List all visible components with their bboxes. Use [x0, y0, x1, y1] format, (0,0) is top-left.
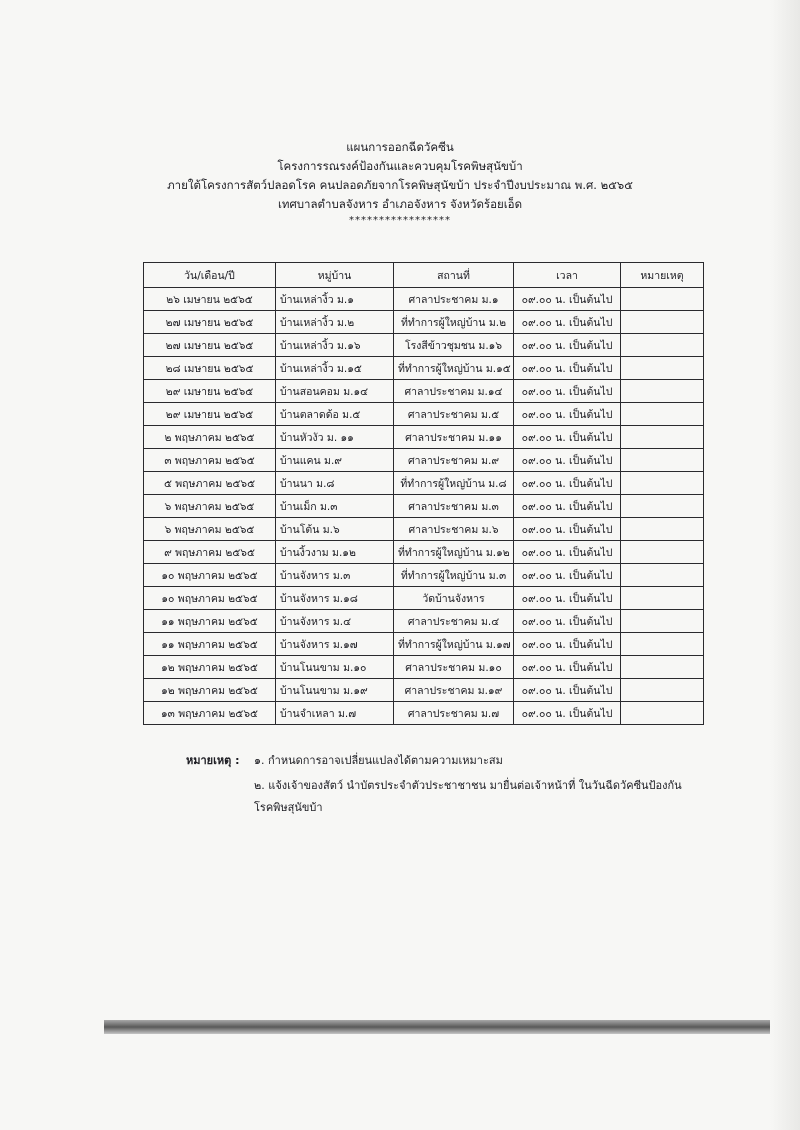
cell-date: ๒๗ เมษายน ๒๕๖๕	[144, 311, 276, 334]
cell-date: ๓ พฤษภาคม ๒๕๖๕	[144, 449, 276, 472]
cell-village: บ้านจังหาร ม.๓	[276, 564, 394, 587]
cell-time: ๐๙.๐๐ น. เป็นต้นไป	[514, 495, 621, 518]
cell-village: บ้านโนนขาม ม.๑๙	[276, 679, 394, 702]
cell-time: ๐๙.๐๐ น. เป็นต้นไป	[514, 472, 621, 495]
cell-date: ๙ พฤษภาคม ๒๕๖๕	[144, 541, 276, 564]
table-row	[144, 472, 704, 495]
cell-village: บ้านเหล่างิ้ว ม.๑๕	[276, 357, 394, 380]
cell-date: ๖ พฤษภาคม ๒๕๖๕	[144, 495, 276, 518]
cell-village: บ้านสอนคอม ม.๑๔	[276, 380, 394, 403]
cell-date: ๑๓ พฤษภาคม ๒๕๖๕	[144, 702, 276, 725]
cell-date: ๑๑ พฤษภาคม ๒๕๖๕	[144, 633, 276, 656]
cell-place: วัดบ้านจังหาร	[394, 587, 514, 610]
cell-time: ๐๙.๐๐ น. เป็นต้นไป	[514, 656, 621, 679]
table-row	[144, 541, 704, 564]
cell-village: บ้านเม็ก ม.๓	[276, 495, 394, 518]
table-row	[144, 702, 704, 725]
cell-date: ๑๐ พฤษภาคม ๒๕๖๕	[144, 587, 276, 610]
cell-village: บ้านตลาดด้อ ม.๕	[276, 403, 394, 426]
table-row	[144, 633, 704, 656]
cell-date: ๕ พฤษภาคม ๒๕๖๕	[144, 472, 276, 495]
program-line: ภายใต้โครงการสัตว์ปลอดโรค คนปลอดภัยจากโรคพิษสุนัขบ้า ประจำปีงบประมาณ พ.ศ. ๒๕๖๕	[167, 178, 633, 192]
cell-place: ที่ทำการผู้ใหญ่บ้าน ม.๒	[394, 311, 514, 334]
table-row	[144, 495, 704, 518]
cell-village: บ้านนา ม.๘	[276, 472, 394, 495]
cell-date: ๑๒ พฤษภาคม ๒๕๖๕	[144, 679, 276, 702]
table-row	[144, 357, 704, 380]
cell-place: ศาลาประชาคม ม.๖	[394, 518, 514, 541]
notes-section	[186, 748, 682, 820]
cell-date: ๒๙ เมษายน ๒๕๖๕	[144, 380, 276, 403]
cell-village: บ้านจังหาร ม.๑๗	[276, 633, 394, 656]
table-row	[144, 403, 704, 426]
cell-time: ๐๙.๐๐ น. เป็นต้นไป	[514, 426, 621, 449]
cell-time: ๐๙.๐๐ น. เป็นต้นไป	[514, 380, 621, 403]
cell-village: บ้านโต้น ม.๖	[276, 518, 394, 541]
cell-village: บ้านโนนขาม ม.๑๐	[276, 656, 394, 679]
cell-time: ๐๙.๐๐ น. เป็นต้นไป	[514, 633, 621, 656]
cell-place: ศาลาประชาคม ม.๑๐	[394, 656, 514, 679]
column-header-date: วัน/เดือน/ปี	[144, 263, 276, 288]
cell-place: โรงสีข้าวชุมชน ม.๑๖	[394, 334, 514, 357]
cell-note	[621, 403, 704, 426]
document-title: แผนการออกฉีดวัคซีน	[346, 140, 454, 154]
notes-label: หมายเหตุ :	[186, 754, 240, 767]
table-header-row	[144, 263, 704, 288]
cell-village: บ้านจังหาร ม.๑๘	[276, 587, 394, 610]
cell-note	[621, 288, 704, 311]
cell-date: ๑๑ พฤษภาคม ๒๕๖๕	[144, 610, 276, 633]
table-row	[144, 380, 704, 403]
project-name: โครงการรณรงค์ป้องกันและควบคุมโรคพิษสุนัขบ้า	[277, 159, 523, 173]
scan-fold-shadow	[104, 1020, 776, 1034]
cell-village: บ้านจำเหลา ม.๗	[276, 702, 394, 725]
cell-place: ศาลาประชาคม ม.๑	[394, 288, 514, 311]
cell-note	[621, 564, 704, 587]
table-row	[144, 334, 704, 357]
cell-date: ๖ พฤษภาคม ๒๕๖๕	[144, 518, 276, 541]
document-header	[0, 138, 800, 228]
cell-time: ๐๙.๐๐ น. เป็นต้นไป	[514, 334, 621, 357]
note-item-2-continued: โรคพิษสุนัขบ้า	[254, 801, 323, 814]
cell-date: ๒๘ เมษายน ๒๕๖๕	[144, 357, 276, 380]
cell-place: ที่ทำการผู้ใหญ่บ้าน ม.๑๗	[394, 633, 514, 656]
cell-village: บ้านแคน ม.๙	[276, 449, 394, 472]
table-row	[144, 610, 704, 633]
cell-time: ๐๙.๐๐ น. เป็นต้นไป	[514, 610, 621, 633]
cell-note	[621, 587, 704, 610]
cell-note	[621, 449, 704, 472]
cell-time: ๐๙.๐๐ น. เป็นต้นไป	[514, 449, 621, 472]
cell-place: ที่ทำการผู้ใหญ่บ้าน ม.๑๒	[394, 541, 514, 564]
cell-time: ๐๙.๐๐ น. เป็นต้นไป	[514, 702, 621, 725]
cell-note	[621, 541, 704, 564]
cell-date: ๒ พฤษภาคม ๒๕๖๕	[144, 426, 276, 449]
cell-place: ศาลาประชาคม ม.๕	[394, 403, 514, 426]
cell-note	[621, 495, 704, 518]
cell-time: ๐๙.๐๐ น. เป็นต้นไป	[514, 311, 621, 334]
cell-note	[621, 357, 704, 380]
schedule-table	[143, 262, 704, 725]
table-row	[144, 587, 704, 610]
cell-village: บ้านเหล่างิ้ว ม.๑	[276, 288, 394, 311]
cell-date: ๑๐ พฤษภาคม ๒๕๖๕	[144, 564, 276, 587]
table-row	[144, 518, 704, 541]
table-row	[144, 564, 704, 587]
cell-date: ๒๗ เมษายน ๒๕๖๕	[144, 334, 276, 357]
cell-place: ศาลาประชาคม ม.๑๑	[394, 426, 514, 449]
cell-place: ที่ทำการผู้ใหญ่บ้าน ม.๓	[394, 564, 514, 587]
cell-time: ๐๙.๐๐ น. เป็นต้นไป	[514, 587, 621, 610]
note-item-2: ๒. แจ้งเจ้าของสัตว์ นำบัตรประจำตัวประชาชาชน มายื่นต่อเจ้าหน้าที่ ในวันฉีดวัคซีนป้องกัน	[254, 779, 682, 792]
cell-village: บ้านหัวงัว ม. ๑๑	[276, 426, 394, 449]
cell-time: ๐๙.๐๐ น. เป็นต้นไป	[514, 288, 621, 311]
cell-place: ศาลาประชาคม ม.๑๔	[394, 380, 514, 403]
cell-place: ศาลาประชาคม ม.๓	[394, 495, 514, 518]
cell-place: ศาลาประชาคม ม.๔	[394, 610, 514, 633]
cell-village: บ้านจังหาร ม.๔	[276, 610, 394, 633]
cell-note	[621, 472, 704, 495]
organization-line: เทศบาลตำบลจังหาร อำเภอจังหาร จังหวัดร้อยเอ็ด	[277, 197, 523, 211]
cell-note	[621, 518, 704, 541]
column-header-time: เวลา	[514, 263, 621, 288]
column-header-village: หมู่บ้าน	[276, 263, 394, 288]
cell-village: บ้านเหล่างิ้ว ม.๒	[276, 311, 394, 334]
table-row	[144, 426, 704, 449]
cell-note	[621, 426, 704, 449]
cell-time: ๐๙.๐๐ น. เป็นต้นไป	[514, 564, 621, 587]
cell-time: ๐๙.๐๐ น. เป็นต้นไป	[514, 541, 621, 564]
table-row	[144, 656, 704, 679]
table-row	[144, 679, 704, 702]
cell-note	[621, 311, 704, 334]
cell-date: ๒๙ เมษายน ๒๕๖๕	[144, 403, 276, 426]
cell-note	[621, 679, 704, 702]
separator-stars: *****************	[349, 215, 451, 226]
cell-village: บ้านเหล่างิ้ว ม.๑๖	[276, 334, 394, 357]
cell-date: ๒๖ เมษายน ๒๕๖๕	[144, 288, 276, 311]
column-header-note: หมายเหตุ	[621, 263, 704, 288]
cell-place: ศาลาประชาคม ม.๑๙	[394, 679, 514, 702]
cell-time: ๐๙.๐๐ น. เป็นต้นไป	[514, 403, 621, 426]
cell-note	[621, 656, 704, 679]
cell-note	[621, 702, 704, 725]
cell-place: ที่ทำการผู้ใหญ่บ้าน ม.๘	[394, 472, 514, 495]
table-row	[144, 449, 704, 472]
cell-date: ๑๒ พฤษภาคม ๒๕๖๕	[144, 656, 276, 679]
scan-edge	[770, 0, 800, 1130]
cell-time: ๐๙.๐๐ น. เป็นต้นไป	[514, 679, 621, 702]
table-row	[144, 311, 704, 334]
column-header-place: สถานที่	[394, 263, 514, 288]
cell-note	[621, 334, 704, 357]
cell-place: ศาลาประชาคม ม.๗	[394, 702, 514, 725]
table-row	[144, 288, 704, 311]
note-item-1: ๑. กำหนดการอาจเปลี่ยนแปลงได้ตามความเหมาะสม	[254, 754, 503, 767]
cell-note	[621, 380, 704, 403]
cell-place: ศาลาประชาคม ม.๙	[394, 449, 514, 472]
cell-note	[621, 610, 704, 633]
cell-village: บ้านงิ้วงาม ม.๑๒	[276, 541, 394, 564]
cell-time: ๐๙.๐๐ น. เป็นต้นไป	[514, 518, 621, 541]
cell-note	[621, 633, 704, 656]
cell-place: ที่ทำการผู้ใหญ่บ้าน ม.๑๕	[394, 357, 514, 380]
cell-time: ๐๙.๐๐ น. เป็นต้นไป	[514, 357, 621, 380]
